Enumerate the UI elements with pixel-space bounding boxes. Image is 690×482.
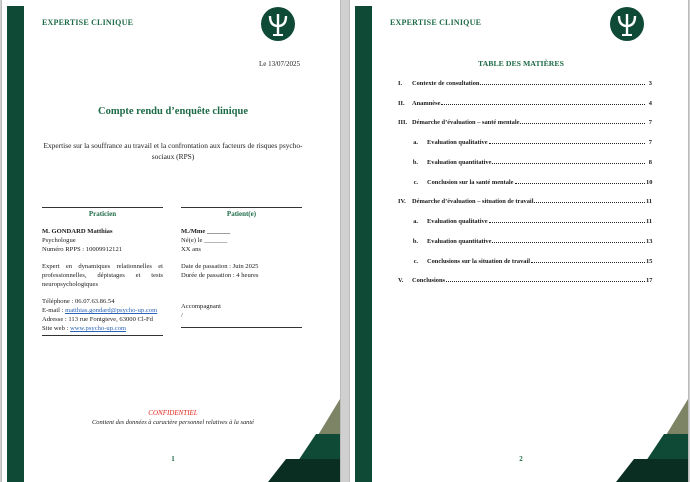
patient-column [181,207,302,328]
praticien-address: Adresse : 113 rue Fontgieve, 63000 Cl-Fd [42,316,153,323]
column-rule [181,327,302,328]
toc-entry-number: III. [398,119,408,126]
website-link[interactable]: www.psycho-up.com [70,325,127,332]
toc-leader-dots [520,123,645,124]
praticien-phone: Téléphone : 06.07.63.86.54 [42,298,115,305]
report-subtitle: Expertise sur la souffrance au travail et la confrontation aux facteurs de risques psycho-sociaux (RPS) [43,141,303,161]
toc-entry[interactable] [398,119,652,126]
toc-entry[interactable] [398,80,652,87]
toc-leader-dots [492,163,645,164]
toc-entry-number: a. [413,218,418,225]
toc-entry-number: c. [413,179,418,186]
page-header: EXPERTISE CLINIQUE [390,18,482,27]
toc-entry-page: 13 [646,238,653,245]
patient-name: M./Mme _______ [181,228,231,235]
toc-title: TABLE DES MATIÈRES [478,59,564,68]
web-label: Site web : [42,325,71,332]
toc-entry-number: b. [412,159,418,166]
toc-leader-dots [515,183,645,184]
praticien-role: Psychologue [42,237,76,244]
toc-entry-label: Conclusions sur la situation de travail [427,258,531,265]
praticien-email-line [42,306,163,315]
toc-entry-label: Evaluation qualitative [427,218,488,225]
patient-heading: Patient(e) [181,207,302,219]
toc-entry[interactable] [398,277,652,284]
page-number: 1 [171,455,175,463]
toc-entry[interactable] [398,159,652,166]
report-date: Le 13/07/2025 [258,60,300,68]
toc-leader-dots [531,262,645,263]
toc-entry[interactable] [398,198,652,205]
toc-leader-dots [446,281,645,282]
toc-entry-page: 11 [646,218,653,225]
toc-entry-number: II. [398,100,405,107]
accompagnant-value: / [181,312,183,319]
praticien-column [42,207,163,333]
toc-entry-label: Anamnèse [412,100,441,107]
toc-entry-page: 8 [648,159,652,166]
psi-logo-icon [261,7,295,41]
toc-entry-label: Evaluation quantitative [427,159,492,166]
toc-leader-dots [480,84,645,85]
toc-entry-number: V. [398,277,404,284]
side-bar [7,6,24,482]
toc-entry[interactable] [398,100,652,107]
page-header: EXPERTISE CLINIQUE [42,18,134,27]
toc-leader-dots [489,222,645,223]
toc-entry-page: 11 [646,198,653,205]
toc-entry-number: IV. [398,198,406,205]
toc-entry[interactable] [398,238,652,245]
page-title: Compte rendu d’enquête clinique [97,106,249,117]
praticien-heading: Praticien [42,207,163,219]
toc-entry[interactable] [398,218,652,225]
page-number: 2 [519,455,523,463]
patient-birthdate: Né(e) le _______ [181,237,228,244]
toc-entry-number: I. [398,80,403,87]
toc-entry-page: 7 [648,139,652,146]
praticien-web-line [42,324,163,333]
document-page-2 [349,0,689,482]
document-page-1 [1,0,341,482]
toc-entry-label: Contexte de consultation [412,80,480,87]
toc-entry-label: Evaluation quantitative [427,238,492,245]
toc-entry-label: Démarche d’évaluation – situation de travail [412,198,534,205]
toc-entry[interactable] [398,139,652,146]
toc-leader-dots [534,202,645,203]
toc-entry-page: 10 [646,179,653,186]
toc-entry-page: 4 [648,100,652,107]
date-passation: Date de passation : Juin 2025 [181,263,259,270]
toc-leader-dots [489,143,645,144]
email-label: E-mail : [42,307,66,314]
toc-entry-label: Evaluation qualitative [427,139,488,146]
toc-leader-dots [492,242,645,243]
praticien-name: M. GONDARD Matthias [42,228,113,235]
toc-entry-number: b. [412,238,418,245]
column-rule [42,335,163,336]
toc-entry[interactable] [398,179,652,186]
toc-entry-page: 3 [648,80,652,87]
praticien-expertise: Expert en dynamiques relationnelles et professionnelles, dépistages et tests neuropsychologiques [42,263,163,288]
duree-passation: Durée de passation : 4 heures [181,272,259,279]
psi-logo-icon [610,7,644,41]
side-bar [355,6,372,482]
accompagnant-label: Accompagnant [181,303,221,310]
confidential-note: Contient des données à caractère personnel relatives à la santé [92,419,254,426]
corner-decoration [608,397,688,482]
toc-entry-number: c. [413,258,418,265]
toc-entry-number: a. [413,139,418,146]
toc-entry-label: Démarche d’évaluation – santé mentale [412,119,520,126]
corner-decoration [260,397,340,482]
toc-entry-page: 7 [648,119,652,126]
toc-entry-label: Conclusions [412,277,446,284]
confidential-label: CONFIDENTIEL [148,409,198,417]
toc-entry-page: 15 [646,258,653,265]
toc-entry-label: Conclusion sur la santé mentale [427,179,514,186]
praticien-rpps: Numéro RPPS : 10009912121 [42,246,123,253]
toc-entry-page: 17 [646,277,653,284]
toc-entry[interactable] [398,258,652,265]
toc-leader-dots [441,104,645,105]
patient-age: XX ans [181,246,201,253]
email-link[interactable]: matthias.gondard@psycho-up.com [65,307,158,314]
